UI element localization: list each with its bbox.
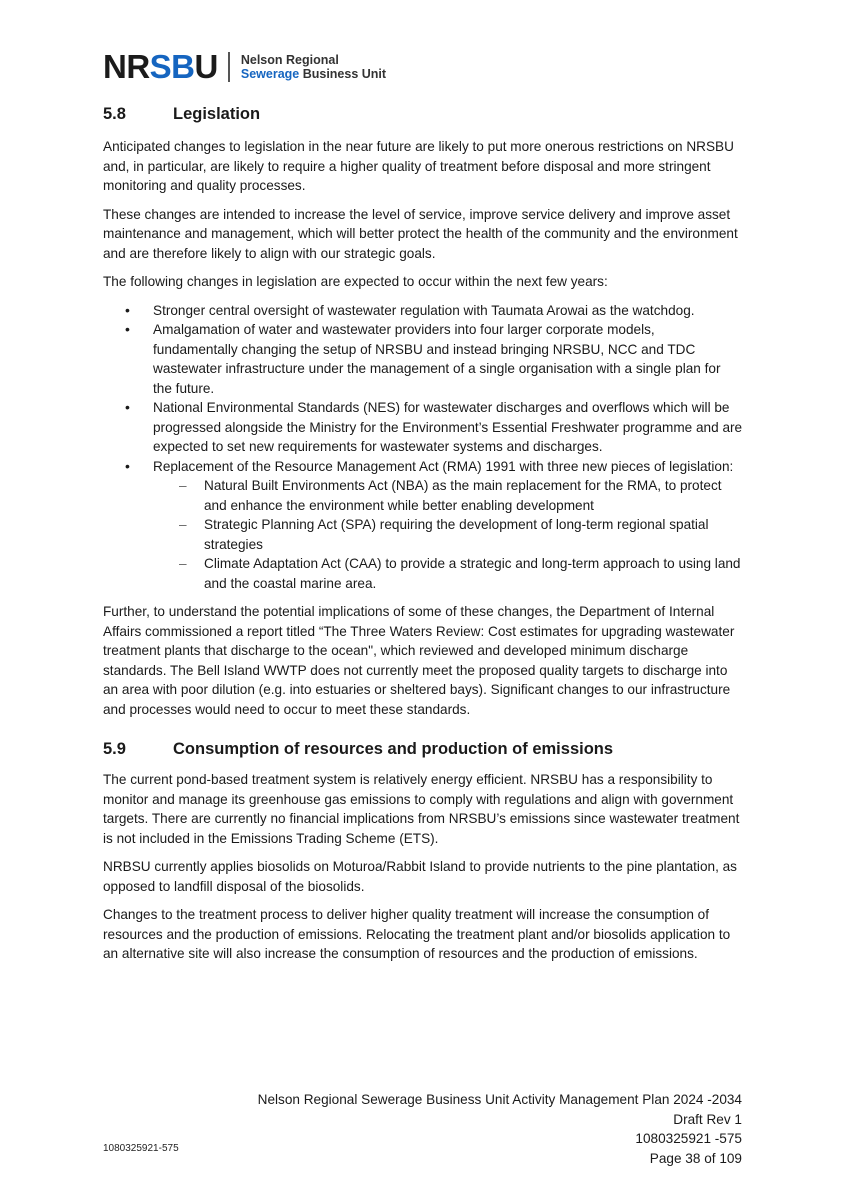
paragraph: NRBSU currently applies biosolids on Moturoa/Rabbit Island to provide nutrients to the pine plantation, as opposed to landfill disposal of the biosolids.	[103, 859, 737, 894]
paragraph: The following changes in legislation are expected to occur within the next few years:	[103, 274, 608, 289]
logo-line2	[241, 67, 386, 81]
section-number: 5.8	[103, 105, 126, 123]
paragraph: Anticipated changes to legislation in the near future are likely to put more onerous restrictions on NRSBU and, in particular, are likely to require a higher quality of treatment before disposal and more stringent monitoring and quality processes.	[103, 139, 734, 193]
sub-bullet-item: – Strategic Planning Act (SPA) requiring the development of long-term regional spatial strategies	[153, 515, 743, 554]
logo-mark-suffix: U	[194, 48, 218, 85]
sub-bullet-list	[153, 476, 743, 593]
paragraph: The current pond-based treatment system is relatively energy efficient. NRSBU has a responsibility to monitor and manage its greenhouse gas emissions to comply with regulations and align with government targets. There are currently no financial implications from NRSBU’s emissions since wastewater treatment is not included in the Emissions Trading Scheme (ETS).	[103, 772, 740, 846]
bullet-item: • Stronger central oversight of wastewater regulation with Taumata Arowai as the watchdog.	[103, 301, 743, 321]
section-heading-5-9	[103, 738, 743, 760]
section-number: 5.9	[103, 740, 126, 758]
logo-line2-rest: Business Unit	[299, 67, 387, 81]
logo-tagline	[241, 53, 386, 81]
paragraph: Further, to understand the potential implications of some of these changes, the Department of Internal Affairs commissioned a report titled “The Three Waters Review: Cost estimates for upgrading wastewater treatment plants that discharge to the ocean", which reviewed and developed minimum discharge standards. The Bell Island WWTP does not currently meet the proposed quality targets to discharge into an area with poor dilution (e.g. into estuaries or sheltered bays). Significant changes to our infrastructure and processes would need to occur to meet these standards.	[103, 604, 735, 717]
bullet-item: • National Environmental Standards (NES) for wastewater discharges and overflows which will be progressed alongside the Ministry for the Environment’s Essential Freshwater programme and are expected to set new requirements for wastewater systems and discharges.	[103, 398, 743, 457]
nrsbu-logo	[103, 50, 386, 84]
bullet-item-text: Replacement of the Resource Management Act (RMA) 1991 with three new pieces of legislation:	[153, 458, 734, 474]
footer-revision: Draft Rev 1	[673, 1111, 742, 1127]
logo-line2-blue: Sewerage	[240, 67, 300, 81]
footer-plan-title: Nelson Regional Sewerage Business Unit Activity Management Plan 2024 -2034	[257, 1092, 742, 1107]
sub-bullet-item: – Climate Adaptation Act (CAA) to provide a strategic and long-term approach to using land and the coastal marine area.	[153, 554, 743, 593]
logo-mark-prefix: NR	[103, 48, 150, 85]
paragraph: Changes to the treatment process to deliver higher quality treatment will increase the consumption of resources and the production of emissions. Relocating the treatment plant and/or biosolids application to an alternative site will also increase the consumption of resources and the production of emissions.	[103, 907, 731, 961]
bullet-item-rma	[103, 457, 743, 594]
logo-wordmark	[103, 50, 218, 84]
legislation-bullet-list	[103, 301, 743, 594]
main-content	[103, 103, 743, 973]
logo-divider	[228, 52, 230, 82]
logo-mark-blue: SB	[149, 48, 195, 85]
logo-line1: Nelson Regional	[240, 53, 339, 67]
footer-page-number: Page 38 of 109	[649, 1150, 742, 1166]
sub-bullet-item: – Natural Built Environments Act (NBA) as the main replacement for the RMA, to protect and enhance the environment while better enabling development	[153, 476, 743, 515]
section-heading-5-8	[103, 103, 743, 125]
section-title: Consumption of resources and production of emissions	[173, 740, 614, 758]
page-footer	[258, 1090, 742, 1168]
bullet-item: • Amalgamation of water and wastewater providers into four larger corporate models, fundamentally changing the setup of NRSBU and instead bringing NRSBU, NCC and TDC wastewater infrastructure under the management of a single organisation with a single plan for the future.	[103, 320, 743, 398]
paragraph: These changes are intended to increase the level of service, improve service delivery and improve asset maintenance and management, which will better protect the health of the community and the environment and are therefore likely to align with our strategic goals.	[103, 206, 738, 261]
footer-doc-number: 1080325921 -575	[635, 1131, 742, 1146]
footer-doc-id: 1080325921-575	[103, 1143, 179, 1154]
section-title: Legislation	[173, 105, 261, 123]
